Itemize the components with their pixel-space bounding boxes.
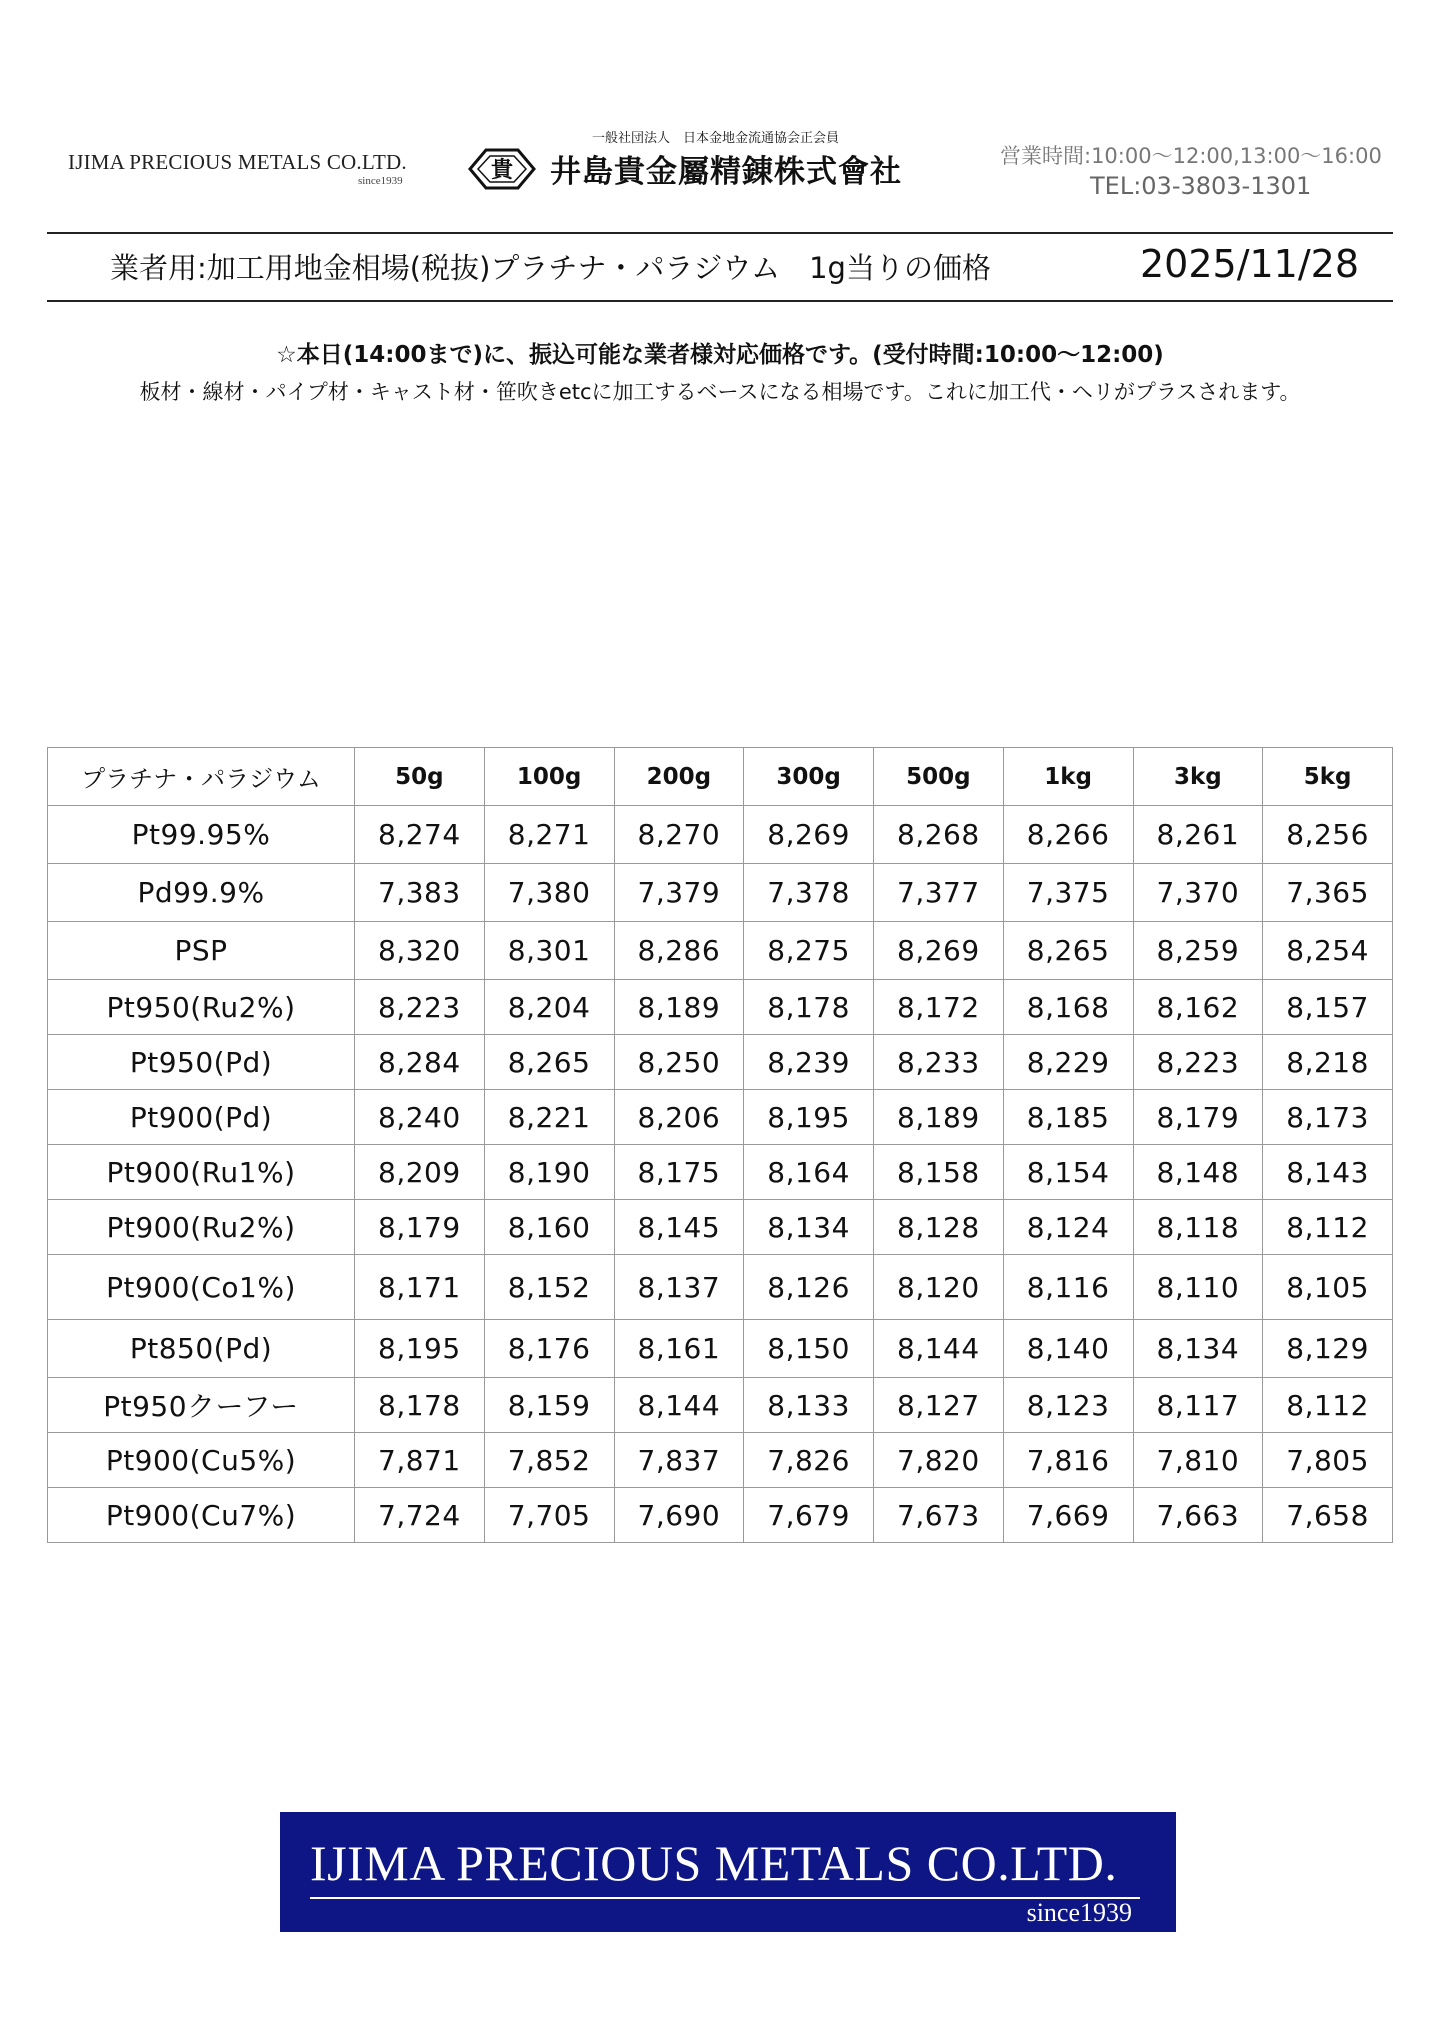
price-date: 2025/11/28: [1140, 242, 1360, 286]
price-cell: 7,379: [614, 864, 744, 922]
price-cell: 8,178: [744, 980, 874, 1035]
brand-left-name: IJIMA PRECIOUS METALS CO.LTD.: [68, 150, 407, 174]
table-row: [48, 1035, 1393, 1090]
price-cell: 8,176: [484, 1320, 614, 1378]
price-cell: 8,171: [355, 1255, 485, 1320]
price-cell: 8,112: [1263, 1200, 1393, 1255]
price-cell: 8,160: [484, 1200, 614, 1255]
alloy-name: Pt850(Pd): [48, 1320, 355, 1378]
price-cell: 8,259: [1133, 922, 1263, 980]
column-header: 100g: [484, 748, 614, 806]
price-cell: 7,690: [614, 1488, 744, 1543]
table-row: [48, 806, 1393, 864]
price-cell: 8,112: [1263, 1378, 1393, 1433]
column-header: 3kg: [1133, 748, 1263, 806]
column-header: 1kg: [1003, 748, 1133, 806]
price-cell: 7,375: [1003, 864, 1133, 922]
title-top-rule: [47, 232, 1393, 234]
price-cell: 7,370: [1133, 864, 1263, 922]
price-cell: 8,127: [874, 1378, 1004, 1433]
price-cell: 8,218: [1263, 1035, 1393, 1090]
price-cell: 8,261: [1133, 806, 1263, 864]
price-cell: 8,179: [1133, 1090, 1263, 1145]
price-cell: 7,669: [1003, 1488, 1133, 1543]
price-cell: 7,816: [1003, 1433, 1133, 1488]
price-cell: 8,189: [614, 980, 744, 1035]
price-cell: 8,134: [744, 1200, 874, 1255]
alloy-name: PSP: [48, 922, 355, 980]
table-row: [48, 1145, 1393, 1200]
price-cell: 8,157: [1263, 980, 1393, 1035]
price-cell: 8,118: [1133, 1200, 1263, 1255]
price-cell: 7,805: [1263, 1433, 1393, 1488]
price-cell: 8,152: [484, 1255, 614, 1320]
price-cell: 7,724: [355, 1488, 485, 1543]
table-row: [48, 1433, 1393, 1488]
price-cell: 8,284: [355, 1035, 485, 1090]
price-cell: 8,265: [484, 1035, 614, 1090]
price-cell: 8,110: [1133, 1255, 1263, 1320]
price-cell: 8,162: [1133, 980, 1263, 1035]
price-cell: 8,250: [614, 1035, 744, 1090]
table-corner-label: プラチナ・パラジウム: [48, 748, 355, 806]
price-cell: 8,265: [1003, 922, 1133, 980]
price-cell: 8,270: [614, 806, 744, 864]
price-cell: 8,128: [874, 1200, 1004, 1255]
price-cell: 8,173: [1263, 1090, 1393, 1145]
notice-secondary: 板材・線材・パイプ材・キャスト材・笹吹きetcに加工するベースになる相場です。これに加工代・ヘリがプラスされます。: [139, 380, 1301, 404]
price-cell: 8,158: [874, 1145, 1004, 1200]
table-row: [48, 864, 1393, 922]
price-cell: 7,378: [744, 864, 874, 922]
price-cell: 8,120: [874, 1255, 1004, 1320]
price-cell: 8,233: [874, 1035, 1004, 1090]
table-header-row: [48, 748, 1393, 806]
company-logo-icon: [466, 146, 538, 192]
price-cell: 8,223: [355, 980, 485, 1035]
price-cell: 7,810: [1133, 1433, 1263, 1488]
price-cell: 8,150: [744, 1320, 874, 1378]
price-cell: 8,256: [1263, 806, 1393, 864]
price-cell: 7,658: [1263, 1488, 1393, 1543]
price-cell: 8,117: [1133, 1378, 1263, 1433]
footer-banner: [280, 1812, 1176, 1932]
table-row: [48, 980, 1393, 1035]
price-cell: 8,286: [614, 922, 744, 980]
price-cell: 8,144: [874, 1320, 1004, 1378]
price-cell: 8,116: [1003, 1255, 1133, 1320]
banner-underline: [310, 1897, 1140, 1899]
price-cell: 8,179: [355, 1200, 485, 1255]
business-hours: 営業時間:10:00〜12:00,13:00〜16:00: [1000, 144, 1382, 168]
price-cell: 7,365: [1263, 864, 1393, 922]
price-cell: 8,144: [614, 1378, 744, 1433]
price-cell: 8,195: [744, 1090, 874, 1145]
price-cell: 7,679: [744, 1488, 874, 1543]
price-cell: 8,134: [1133, 1320, 1263, 1378]
company-name-jp: 井島貴金屬精錬株式會社: [550, 154, 902, 190]
price-cell: 7,837: [614, 1433, 744, 1488]
price-cell: 8,266: [1003, 806, 1133, 864]
price-cell: 8,143: [1263, 1145, 1393, 1200]
price-cell: 8,124: [1003, 1200, 1133, 1255]
table-row: [48, 922, 1393, 980]
price-cell: 8,320: [355, 922, 485, 980]
price-cell: 8,190: [484, 1145, 614, 1200]
price-cell: 8,185: [1003, 1090, 1133, 1145]
alloy-name: Pd99.9%: [48, 864, 355, 922]
price-cell: 8,254: [1263, 922, 1393, 980]
price-cell: 8,271: [484, 806, 614, 864]
price-cell: 7,705: [484, 1488, 614, 1543]
price-cell: 8,195: [355, 1320, 485, 1378]
price-cell: 8,178: [355, 1378, 485, 1433]
price-cell: 8,204: [484, 980, 614, 1035]
price-cell: 8,129: [1263, 1320, 1393, 1378]
price-cell: 8,229: [1003, 1035, 1133, 1090]
price-cell: 8,175: [614, 1145, 744, 1200]
alloy-name: Pt99.95%: [48, 806, 355, 864]
price-cell: 8,161: [614, 1320, 744, 1378]
page-title: 業者用:加工用地金相場(税抜)プラチナ・パラジウム 1g当りの価格: [110, 251, 991, 285]
price-cell: 8,126: [744, 1255, 874, 1320]
banner-since: since1939: [1026, 1898, 1132, 1927]
price-cell: 8,105: [1263, 1255, 1393, 1320]
banner-company-name: IJIMA PRECIOUS METALS CO.LTD.: [310, 1835, 1118, 1891]
price-cell: 8,159: [484, 1378, 614, 1433]
price-cell: 8,301: [484, 922, 614, 980]
column-header: 200g: [614, 748, 744, 806]
table-row: [48, 1320, 1393, 1378]
association-membership: 一般社団法人 日本金地金流通協会正会員: [592, 131, 840, 146]
price-cell: 8,164: [744, 1145, 874, 1200]
price-cell: 7,820: [874, 1433, 1004, 1488]
price-cell: 7,380: [484, 864, 614, 922]
alloy-name: Pt950(Ru2%): [48, 980, 355, 1035]
column-header: 300g: [744, 748, 874, 806]
table-row: [48, 1488, 1393, 1543]
price-cell: 8,168: [1003, 980, 1133, 1035]
column-header: 50g: [355, 748, 485, 806]
alloy-name: Pt900(Ru2%): [48, 1200, 355, 1255]
alloy-name: Pt900(Cu5%): [48, 1433, 355, 1488]
price-cell: 8,140: [1003, 1320, 1133, 1378]
price-cell: 7,663: [1133, 1488, 1263, 1543]
price-cell: 8,123: [1003, 1378, 1133, 1433]
price-cell: 8,223: [1133, 1035, 1263, 1090]
price-cell: 8,268: [874, 806, 1004, 864]
column-header: 5kg: [1263, 748, 1393, 806]
table-row: [48, 1255, 1393, 1320]
price-cell: 8,209: [355, 1145, 485, 1200]
price-cell: 7,673: [874, 1488, 1004, 1543]
price-cell: 7,383: [355, 864, 485, 922]
table-row: [48, 1090, 1393, 1145]
price-cell: 7,377: [874, 864, 1004, 922]
price-cell: 8,269: [744, 806, 874, 864]
price-cell: 7,871: [355, 1433, 485, 1488]
logo-glyph: 貴: [490, 157, 514, 183]
price-cell: 7,852: [484, 1433, 614, 1488]
price-cell: 8,172: [874, 980, 1004, 1035]
alloy-name: Pt900(Pd): [48, 1090, 355, 1145]
alloy-name: Pt950クーフー: [48, 1378, 355, 1433]
price-table-body: [48, 806, 1393, 1543]
telephone: TEL:03-3803-1301: [1090, 172, 1312, 200]
price-cell: 8,145: [614, 1200, 744, 1255]
table-row: [48, 1200, 1393, 1255]
price-cell: 7,826: [744, 1433, 874, 1488]
price-cell: 8,154: [1003, 1145, 1133, 1200]
price-cell: 8,206: [614, 1090, 744, 1145]
price-cell: 8,269: [874, 922, 1004, 980]
title-bottom-rule: [47, 300, 1393, 302]
price-cell: 8,239: [744, 1035, 874, 1090]
alloy-name: Pt900(Co1%): [48, 1255, 355, 1320]
price-cell: 8,137: [614, 1255, 744, 1320]
price-table: [47, 747, 1393, 1543]
price-cell: 8,148: [1133, 1145, 1263, 1200]
alloy-name: Pt900(Ru1%): [48, 1145, 355, 1200]
price-cell: 8,221: [484, 1090, 614, 1145]
brand-left-since: since1939: [358, 175, 403, 187]
price-cell: 8,189: [874, 1090, 1004, 1145]
alloy-name: Pt950(Pd): [48, 1035, 355, 1090]
notice-primary: ☆本日(14:00まで)に、振込可能な業者様対応価格です。(受付時間:10:00〜12:00): [276, 342, 1164, 368]
price-cell: 8,274: [355, 806, 485, 864]
column-header: 500g: [874, 748, 1004, 806]
price-cell: 8,133: [744, 1378, 874, 1433]
table-row: [48, 1378, 1393, 1433]
alloy-name: Pt900(Cu7%): [48, 1488, 355, 1543]
price-cell: 8,240: [355, 1090, 485, 1145]
price-cell: 8,275: [744, 922, 874, 980]
